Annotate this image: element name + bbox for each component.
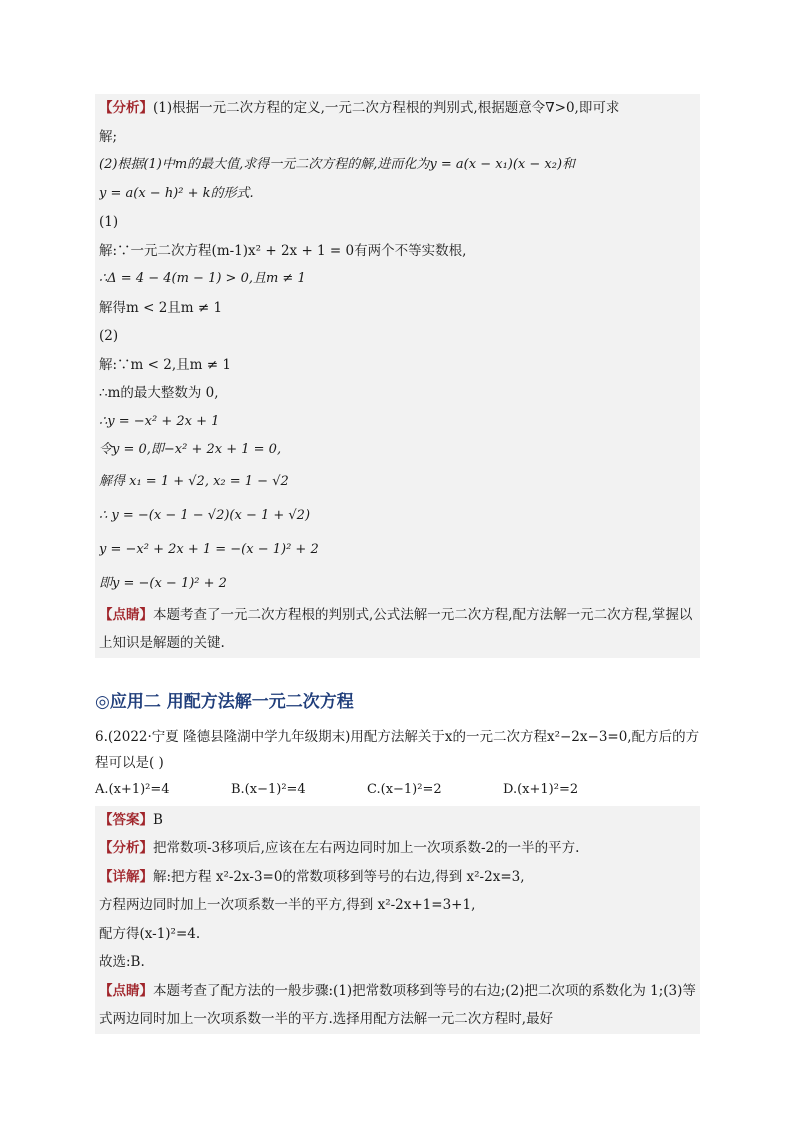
answer-tag: 【答案】 bbox=[99, 811, 153, 828]
detail-tag: 【详解】 bbox=[99, 868, 153, 885]
solution-comment-line bbox=[99, 977, 696, 1034]
analysis-block bbox=[95, 94, 700, 658]
part-2-label: (2) bbox=[99, 328, 119, 344]
solution-step-8: 解得 x₁ = 1 + √2, x₂ = 1 − √2 bbox=[99, 473, 289, 489]
detail-line-2: 方程两边同时加上一次项系数一半的平方,得到 x²-2x+1=3+1, bbox=[99, 897, 476, 913]
detail-text-1: 解:把方程 x²-2x-3=0的常数项移到等号的右边,得到 x²-2x=3, bbox=[153, 868, 525, 885]
comment-tag: 【点睛】 bbox=[99, 606, 153, 623]
solution-step-6: ∴y = −x² + 2x + 1 bbox=[99, 413, 220, 429]
comment-line bbox=[99, 601, 696, 658]
analysis-text-1: (1)根据一元二次方程的定义,一元二次方程根的判别式,根据题意令∇>0,即可求 bbox=[153, 100, 620, 116]
answer-value: B bbox=[153, 811, 163, 828]
choice-c: C.(x−1)²=2 bbox=[367, 781, 442, 797]
choices-row bbox=[95, 776, 700, 804]
solution-step-10: y = −x² + 2x + 1 = −(x − 1)² + 2 bbox=[99, 541, 319, 557]
analysis-line-2: (2)根据(1)中m的最大值,求得一元二次方程的解,进而化为y = a(x − x₁)(x − x₂)和 bbox=[99, 157, 576, 172]
solution-step-3: 解得m < 2且m ≠ 1 bbox=[99, 299, 223, 316]
solution-step-2: ∴Δ = 4 − 4(m − 1) > 0,且m ≠ 1 bbox=[99, 271, 306, 286]
comment-text: 本题考查了一元二次方程根的判别式,公式法解一元二次方程,配方法解一元二次方程,掌握以上知识是解题的关键. bbox=[99, 606, 693, 651]
choice-d: D.(x+1)²=2 bbox=[503, 781, 579, 797]
solution-comment-tag: 【点睛】 bbox=[99, 982, 153, 999]
solution-analysis-line bbox=[99, 834, 696, 863]
solution-step-4: 解:∵m < 2,且m ≠ 1 bbox=[99, 356, 231, 373]
solution-analysis-text: 把常数项-3移项后,应该在左右两边同时加上一次项系数-2的一半的平方. bbox=[153, 840, 580, 856]
solution-step-11: 即y = −(x − 1)² + 2 bbox=[99, 575, 227, 591]
detail-line-3: 配方得(x-1)²=4. bbox=[99, 925, 201, 942]
part-1-label: (1) bbox=[99, 214, 119, 230]
section-title: ◎应用二 用配方法解一元二次方程 bbox=[95, 691, 354, 712]
choice-a: A.(x+1)²=4 bbox=[95, 781, 170, 797]
analysis-tag: 【分析】 bbox=[99, 100, 153, 116]
solution-comment-text: 本题考查了配方法的一般步骤:(1)把常数项移到等号的右边;(2)把二次项的系数化为 1;(3)等式两边同时加上一次项系数一半的平方.选择用配方法解一元二次方程时,最好 bbox=[99, 982, 696, 1027]
answer-line bbox=[99, 806, 696, 835]
analysis-line-1b: 解; bbox=[99, 128, 118, 145]
solution-step-9: ∴ y = −(x − 1 − √2)(x − 1 + √2) bbox=[99, 507, 311, 523]
solution-step-1: 解:∵一元二次方程(m-1)x² + 2x + 1 = 0有两个不等实数根, bbox=[99, 242, 467, 259]
question-text: 6.(2022·宁夏 隆德县隆湖中学九年级期末)用配方法解关于x的一元二次方程x²−2x−3=0,配方后的方程可以是( ) bbox=[95, 728, 700, 771]
detail-line-4: 故选:B. bbox=[99, 954, 145, 970]
solution-step-5: ∴m的最大整数为 0, bbox=[99, 385, 219, 401]
analysis-line-1 bbox=[99, 94, 696, 123]
solution-step-7: 令y = 0,即−x² + 2x + 1 = 0, bbox=[99, 442, 282, 457]
page-content bbox=[95, 94, 700, 1034]
detail-line-1 bbox=[99, 863, 696, 892]
choice-b: B.(x−1)²=4 bbox=[231, 781, 306, 797]
analysis-line-3: y = a(x − h)² + k的形式. bbox=[99, 185, 254, 201]
solution-block bbox=[95, 806, 700, 1034]
solution-analysis-tag: 【分析】 bbox=[99, 840, 153, 856]
